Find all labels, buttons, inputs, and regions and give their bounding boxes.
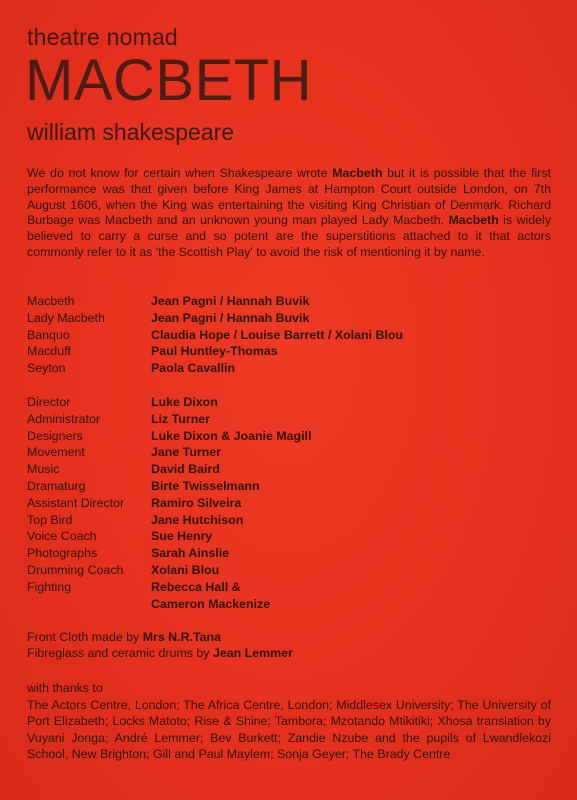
- crew-row: [27, 394, 311, 411]
- crew-role: Movement: [27, 445, 85, 460]
- crew-name: Luke Dixon & Joanie Magill: [151, 428, 312, 443]
- cast-name: Jean Pagni / Hannah Buvik: [151, 310, 310, 325]
- intro-play-name-1: Macbeth: [332, 166, 383, 180]
- crew-row: [27, 596, 311, 613]
- crew-row: [27, 461, 311, 478]
- author-name: william shakespeare: [27, 119, 235, 145]
- crew-name: David Baird: [151, 462, 220, 477]
- crew-row: [27, 579, 311, 596]
- crew-role: Music: [27, 462, 60, 477]
- cast-role: Seyton: [27, 361, 66, 376]
- crew-name: Rebecca Hall &: [151, 579, 241, 594]
- crew-role: Voice Coach: [27, 529, 97, 544]
- front-cloth-label: Front Cloth made by: [27, 630, 143, 644]
- intro-play-name-2: Macbeth: [448, 213, 499, 228]
- crew-name: Jane Hutchison: [151, 512, 244, 527]
- cast-row: [27, 360, 403, 377]
- cast-role: Lady Macbeth: [27, 310, 105, 325]
- crew-row: [27, 495, 311, 512]
- crew-row: [27, 512, 311, 529]
- crew-row: [27, 528, 311, 545]
- drums-maker: Jean Lemmer: [212, 646, 293, 661]
- crew-row: [27, 444, 311, 461]
- crew-role: Fighting: [27, 579, 72, 594]
- crew-name: Birte Twisselmann: [151, 478, 260, 493]
- production-notes: [27, 629, 293, 662]
- thanks-list: The Actors Centre, London; The Africa Centre, London; Middlesex University; The University of Port Elizabeth; Locks Matoto; Rise & Shine; Tambora; Mzotando Mtikitiki; Xhosa translation by Vuyani Jonga; André Lemmer; Bev Burkett; Zandie Nzube and the pupils of Lwandlekozi School, New Brighton; Gill and Paul Maylem; Sonja Geyer; The Brady Centre: [27, 698, 551, 762]
- crew-role: [27, 596, 151, 613]
- cast-list: [27, 293, 403, 377]
- crew-role: Top Bird: [27, 512, 73, 527]
- crew-role: Drumming Coach: [27, 562, 124, 577]
- cast-name: Jean Pagni / Hannah Buvik: [151, 294, 310, 308]
- crew-name: Cameron Mackenize: [151, 596, 271, 611]
- crew-name: Liz Turner: [151, 411, 210, 426]
- crew-role: Administrator: [27, 411, 100, 426]
- crew-name: Luke Dixon: [151, 395, 218, 409]
- thanks-heading: with thanks to: [27, 681, 103, 695]
- cast-row: [27, 293, 403, 310]
- crew-list: [27, 394, 311, 612]
- intro-text-2: but it is possible that the first performance was that given before King James at Hampton Court outside London, on 7th August 1606, when the King was entertaining the visiting King Christian of Denmark. Richard Burbage was Macbeth and an unknown young man played Lady Macbeth.: [27, 166, 551, 228]
- cast-role: Macbeth: [27, 294, 75, 308]
- front-cloth-note: [27, 629, 293, 645]
- drums-note: [27, 645, 293, 661]
- cast-row: [27, 343, 403, 360]
- crew-name: Xolani Blou: [151, 562, 220, 577]
- crew-row: [27, 411, 311, 428]
- front-cloth-maker: Mrs N.R.Tana: [142, 630, 221, 644]
- crew-row: [27, 428, 311, 445]
- play-title: MACBETH: [25, 48, 313, 113]
- company-name: theatre nomad: [27, 24, 178, 50]
- crew-role: Assistant Director: [27, 495, 125, 510]
- intro-paragraph: [27, 166, 551, 261]
- intro-text-1: We do not know for certain when Shakespeare wrote: [27, 166, 333, 180]
- crew-name: Jane Turner: [151, 445, 222, 460]
- cast-name: Paola Cavallin: [151, 361, 236, 376]
- crew-row: [27, 478, 311, 495]
- crew-name: Ramiro Silveira: [151, 495, 242, 510]
- crew-role: Director: [27, 395, 71, 409]
- drums-label: Fibreglass and ceramic drums by: [27, 646, 213, 661]
- crew-row: [27, 562, 311, 579]
- crew-name: Sue Henry: [151, 529, 213, 544]
- crew-role: Designers: [27, 428, 83, 443]
- crew-name: Sarah Ainslie: [151, 546, 230, 561]
- cast-name: Claudia Hope / Louise Barrett / Xolani Blou: [151, 327, 403, 342]
- intro-text-3: is widely believed to carry a curse and so potent are the superstitions attached to it that actors commonly refer to it as 'the Scottish Play' to avoid the risk of mentioning it by name.: [27, 213, 552, 259]
- cast-role: Macduff: [27, 344, 71, 359]
- crew-role: Photographs: [27, 546, 98, 561]
- cast-name: Paul Huntley-Thomas: [151, 344, 278, 359]
- cast-row: [27, 310, 403, 327]
- crew-role: Dramaturg: [27, 478, 86, 493]
- cast-role: Banquo: [27, 327, 70, 342]
- cast-row: [27, 327, 403, 344]
- crew-row: [27, 545, 311, 562]
